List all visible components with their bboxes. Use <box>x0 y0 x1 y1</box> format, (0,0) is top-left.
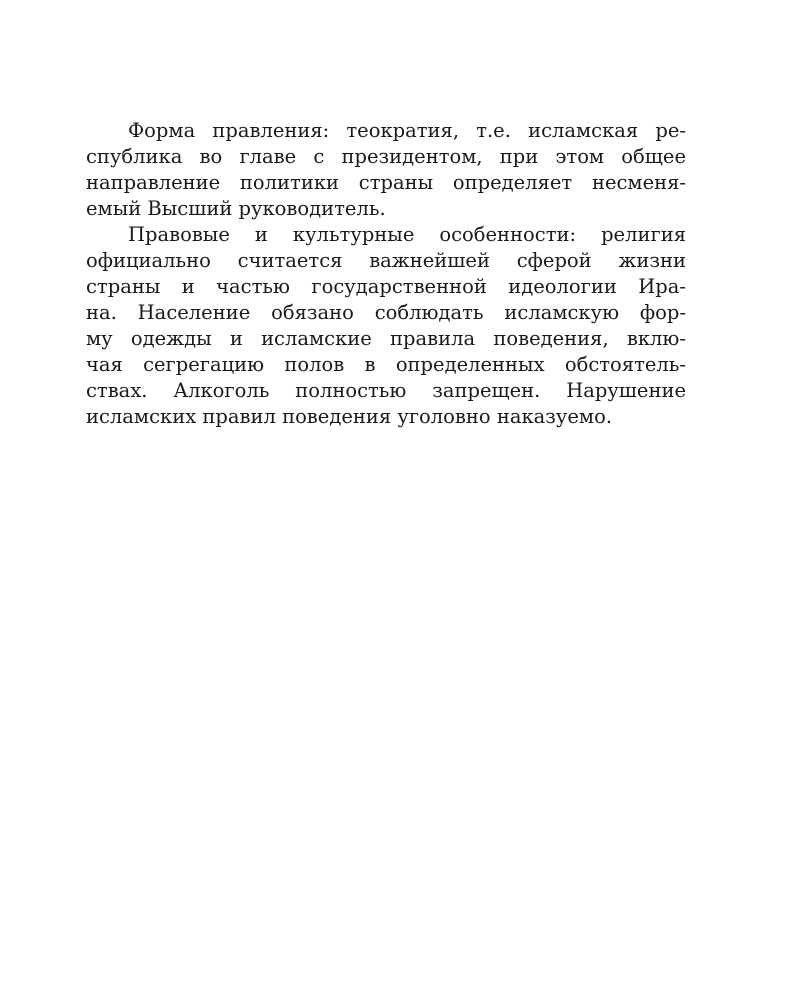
body-text <box>86 118 686 430</box>
text-line: на. Население обязано соблюдать исламскую фор- <box>86 301 686 324</box>
text-line: Правовые и культурные особенности: религия <box>128 223 686 246</box>
text-line: спублика во главе с президентом, при этом общее <box>86 145 686 168</box>
text-line: Форма правления: теократия, т.е. исламская ре- <box>128 119 686 142</box>
text-line: направление политики страны определяет несменя- <box>86 171 686 194</box>
paragraph-government-form <box>86 118 686 222</box>
text-line: исламских правил поведения уголовно наказуемо. <box>86 405 613 428</box>
text-line: страны и частью государственной идеологии Ира- <box>86 275 686 298</box>
paragraph-legal-cultural <box>86 222 686 430</box>
text-line: ствах. Алкоголь полностью запрещен. Нарушение <box>86 379 686 402</box>
text-line: официально считается важнейшей сферой жизни <box>86 249 686 272</box>
text-line: чая сегрегацию полов в определенных обстоятель- <box>86 353 686 376</box>
text-line: емый Высший руководитель. <box>86 197 386 220</box>
text-line: му одежды и исламские правила поведения, вклю- <box>86 327 686 350</box>
